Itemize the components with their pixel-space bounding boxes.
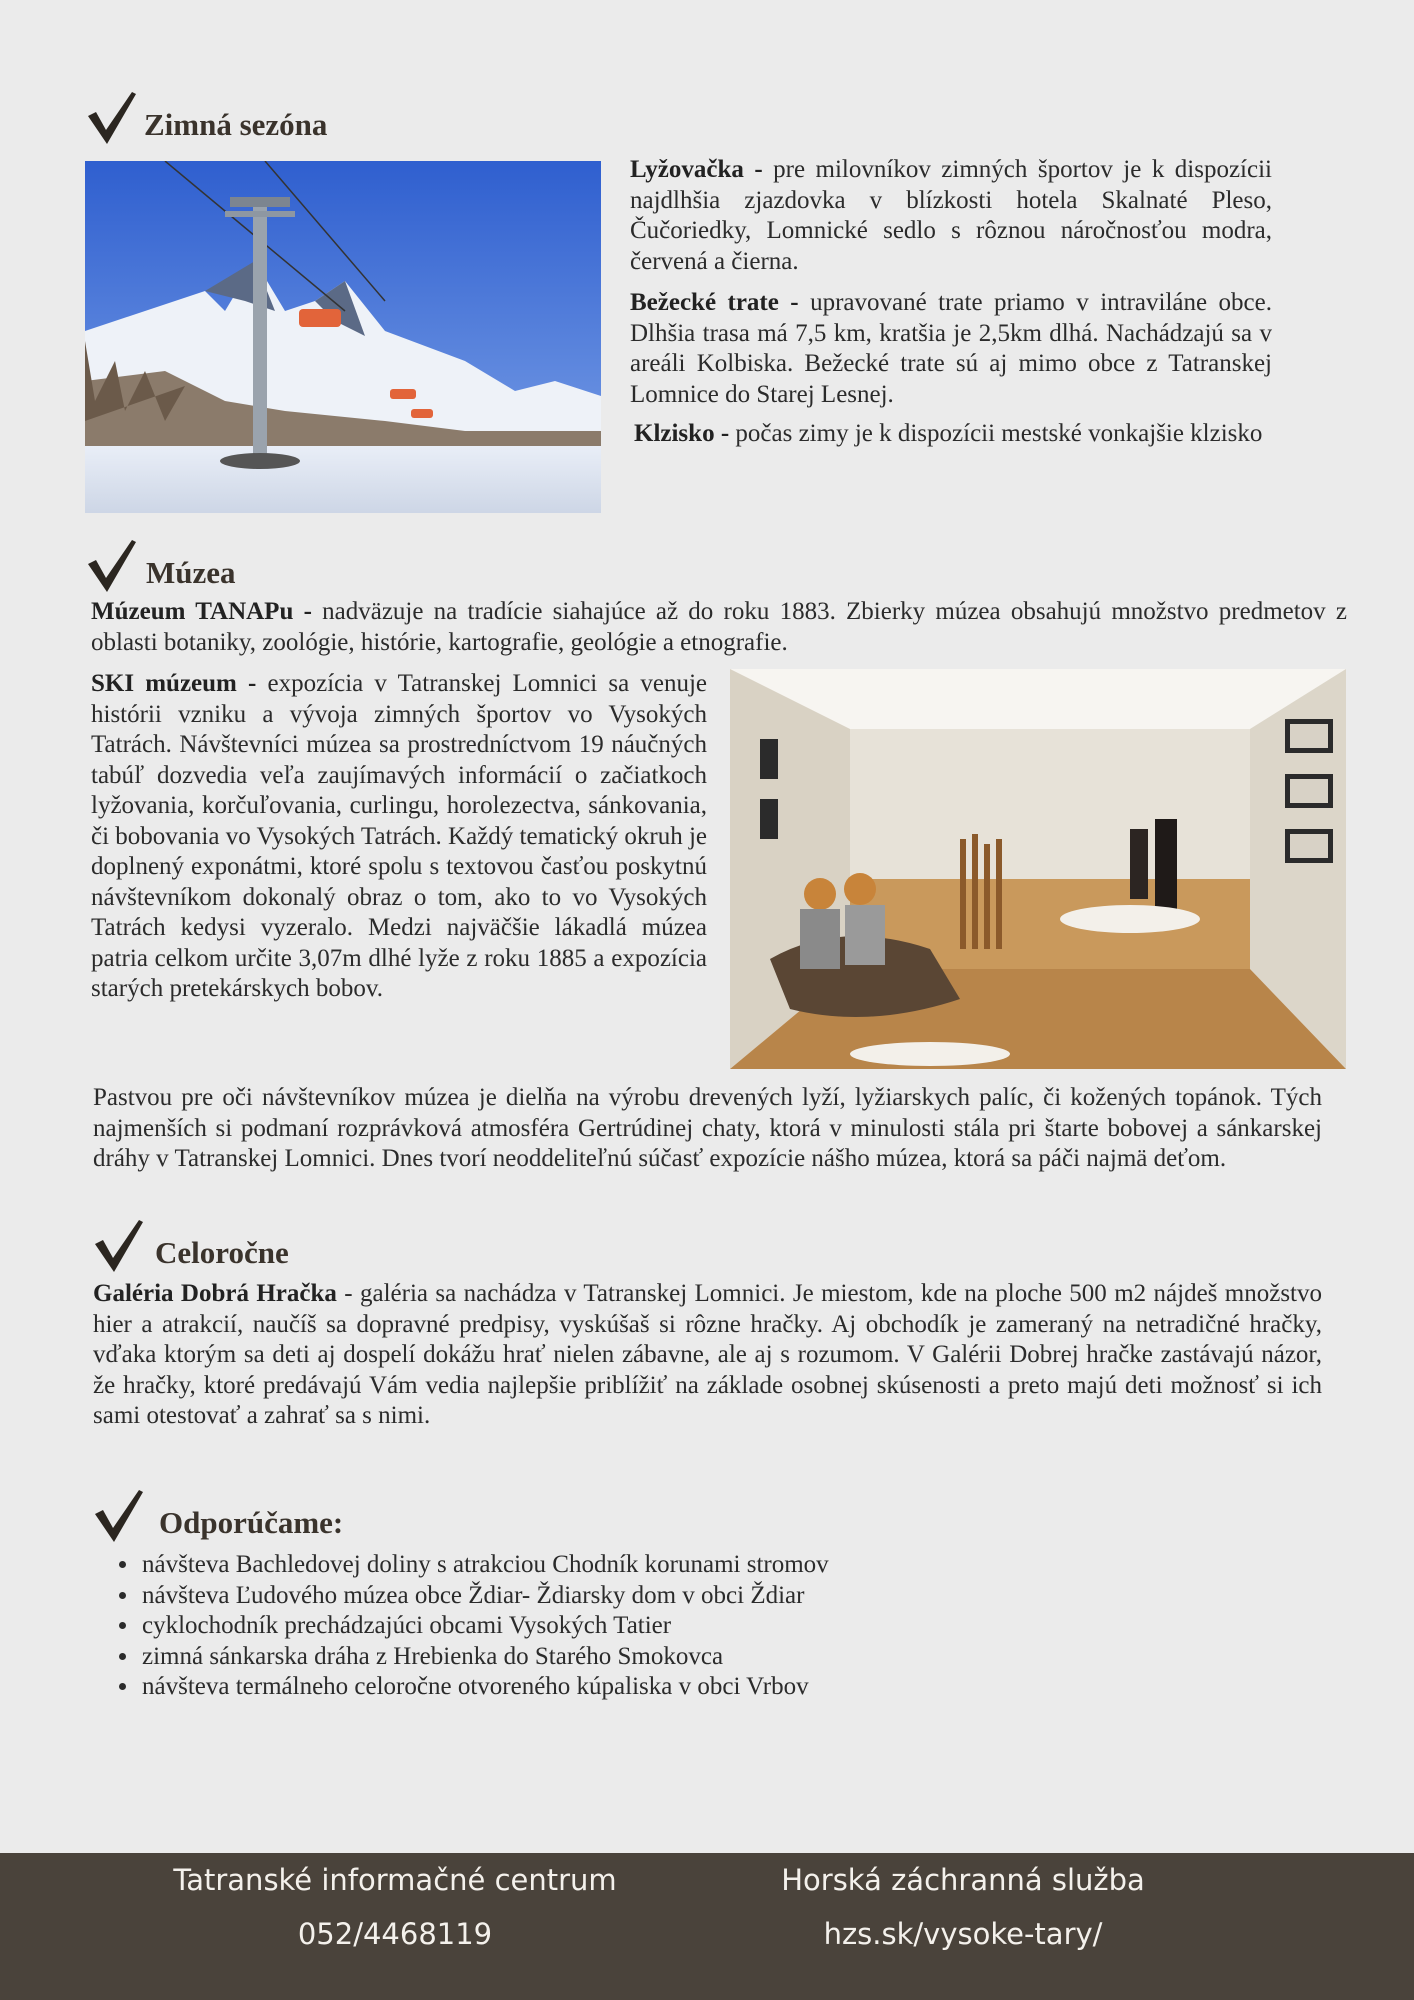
list-item: • návšteva termálneho celoročne otvoreného kúpaliska v obci Vrbov xyxy=(140,1672,1340,1703)
gallery-title: Galéria Dobrá Hračka xyxy=(93,1280,337,1307)
list-item: • návšteva Bachledovej doliny s atrakciou Chodník korunami stromov xyxy=(140,1550,1340,1581)
gallery-paragraph xyxy=(93,1279,1322,1432)
museums-heading xyxy=(86,538,236,594)
ski-museum-photo xyxy=(730,669,1346,1069)
list-item: • návšteva Ľudového múzea obce Ždiar- Ždiarsky dom v obci Ždiar xyxy=(140,1581,1340,1612)
rink-title: Klzisko - xyxy=(634,420,730,447)
section-title-museums: Múzea xyxy=(146,555,236,590)
section-title-recommend: Odporúčame: xyxy=(159,1505,344,1540)
skiing-text: pre milovníkov zimných športov je k dispozícii najdlhšia zjazdovka v blízkosti hotela Skalnaté Pleso, Čučoriedky, Lomnické sedlo s rôznou náročnosťou modra, červená a čierna. xyxy=(630,156,1272,275)
skiing-title: Lyžovačka - xyxy=(630,156,763,183)
yearround-heading xyxy=(93,1218,289,1274)
tanap-title: Múzeum TANAPu - xyxy=(91,598,312,625)
gallery-text: - galéria sa nachádza v Tatranskej Lomnici. Je miestom, kde na ploche 500 m2 nájdeš množstvo hier a atrakcií, naučíš sa dopravné predpisy, vyskúšaš si rôzne hračky. Aj obchodík je zameraný na netradičné hračky, vďaka ktorým sa deti aj dospelí dokážu hrať nielen zábavne, ale aj s rozumom. V Galérii Dobrej hračke zastávajú názor, že hračky, ktoré predávajú Vám vedia najlepšie priblížiť na základe osobnej skúsenosti a preto majú deti možnosť si ich sami otestovať a zahrať sa s nimi. xyxy=(93,1280,1322,1429)
crosscountry-title: Bežecké trate - xyxy=(630,289,799,316)
recommend-heading xyxy=(93,1488,343,1544)
checkmark-icon xyxy=(86,538,138,594)
footer-info-center xyxy=(135,1853,655,1961)
tanap-text: nadväzuje na tradície siahajúce až do roku 1883. Zbierky múzea obsahujú množstvo predmetov z oblasti botaniky, zoológie, histórie, kartografie, geológie a etnografie. xyxy=(91,598,1347,656)
recommend-list xyxy=(86,1550,1340,1703)
ski-museum-title: SKI múzeum - xyxy=(91,670,257,697)
section-title-yearround: Celoročne xyxy=(155,1235,289,1270)
skiing-paragraph xyxy=(630,155,1272,277)
crosscountry-text: upravované trate priamo v intraviláne obce. Dlhšia trasa má 7,5 km, kratšia je 2,5km dlhá. Nachádzajú sa v areáli Kolbiska. Bežecké trate sú aj mimo obce z Tatranskej Lomnice do Starej Lesnej. xyxy=(630,289,1272,408)
workshop-paragraph: Pastvou pre oči návštevníkov múzea je dielňa na výrobu drevených lyží, lyžiarskych palíc, či kožených topánok. Tých najmenších si podmaní rozprávková atmosféra Gertrúdinej chaty, ktorá v minulosti stála pri štarte bobovej a sánkarskej dráhy v Tatranskej Lomnici. Dnes tvorí neoddeliteľnú súčasť expozície nášho múzea, ktorá sa páči najmä deťom. xyxy=(93,1084,1322,1172)
checkmark-icon xyxy=(93,1488,145,1544)
tanap-paragraph xyxy=(91,597,1347,658)
list-item: • zimná sánkarska dráha z Hrebienka do Starého Smokovca xyxy=(140,1642,1340,1673)
footer xyxy=(0,1853,1414,2000)
rink-paragraph xyxy=(630,419,1272,450)
footer-rescue xyxy=(703,1853,1223,1961)
winter-activities xyxy=(630,155,1272,450)
rink-text: počas zimy je k dispozícii mestské vonkajšie klzisko xyxy=(729,420,1263,447)
footer-rescue-title: Horská záchranná služba xyxy=(781,1863,1145,1897)
checkmark-icon xyxy=(93,1218,145,1274)
winter-heading xyxy=(86,90,327,146)
footer-info-title: Tatranské informačné centrum xyxy=(173,1863,617,1897)
footer-info-phone[interactable]: 052/4468119 xyxy=(297,1917,493,1951)
ski-museum-text: expozícia v Tatranskej Lomnici sa venuje histórii vzniku a vývoja zimných športov vo Vysokých Tatrách. Návštevníci múzea sa prostredníctvom 19 náučných tabúľ dozvedia veľa zaujímavých informácií o začiatkoch lyžovania, korčuľovania, curlingu, horolezectva, sánkovania, či bobovania vo Vysokých Tatrách. Každý tematický okruh je doplnený exponátmi, ktoré spolu s textovou časťou poskytnú návštevníkom dokonalý obraz o tom, ako to vo Vysokých Tatrách kedysi vyzeralo. Medzi najväčšie lákadlá múzea patria celkom určite 3,07m dlhé lyže z roku 1885 a expozícia starých pretekárskych bobov. xyxy=(91,670,707,1002)
checkmark-icon xyxy=(86,90,138,146)
crosscountry-paragraph xyxy=(630,288,1272,410)
ski-lift-photo xyxy=(85,161,601,513)
footer-rescue-link[interactable]: hzs.sk/vysoke-tary/ xyxy=(823,1917,1103,1951)
section-title-winter: Zimná sezóna xyxy=(144,107,328,142)
list-item: • cyklochodník prechádzajúci obcami Vysokých Tatier xyxy=(140,1611,1340,1642)
ski-museum-paragraph xyxy=(91,669,707,1005)
